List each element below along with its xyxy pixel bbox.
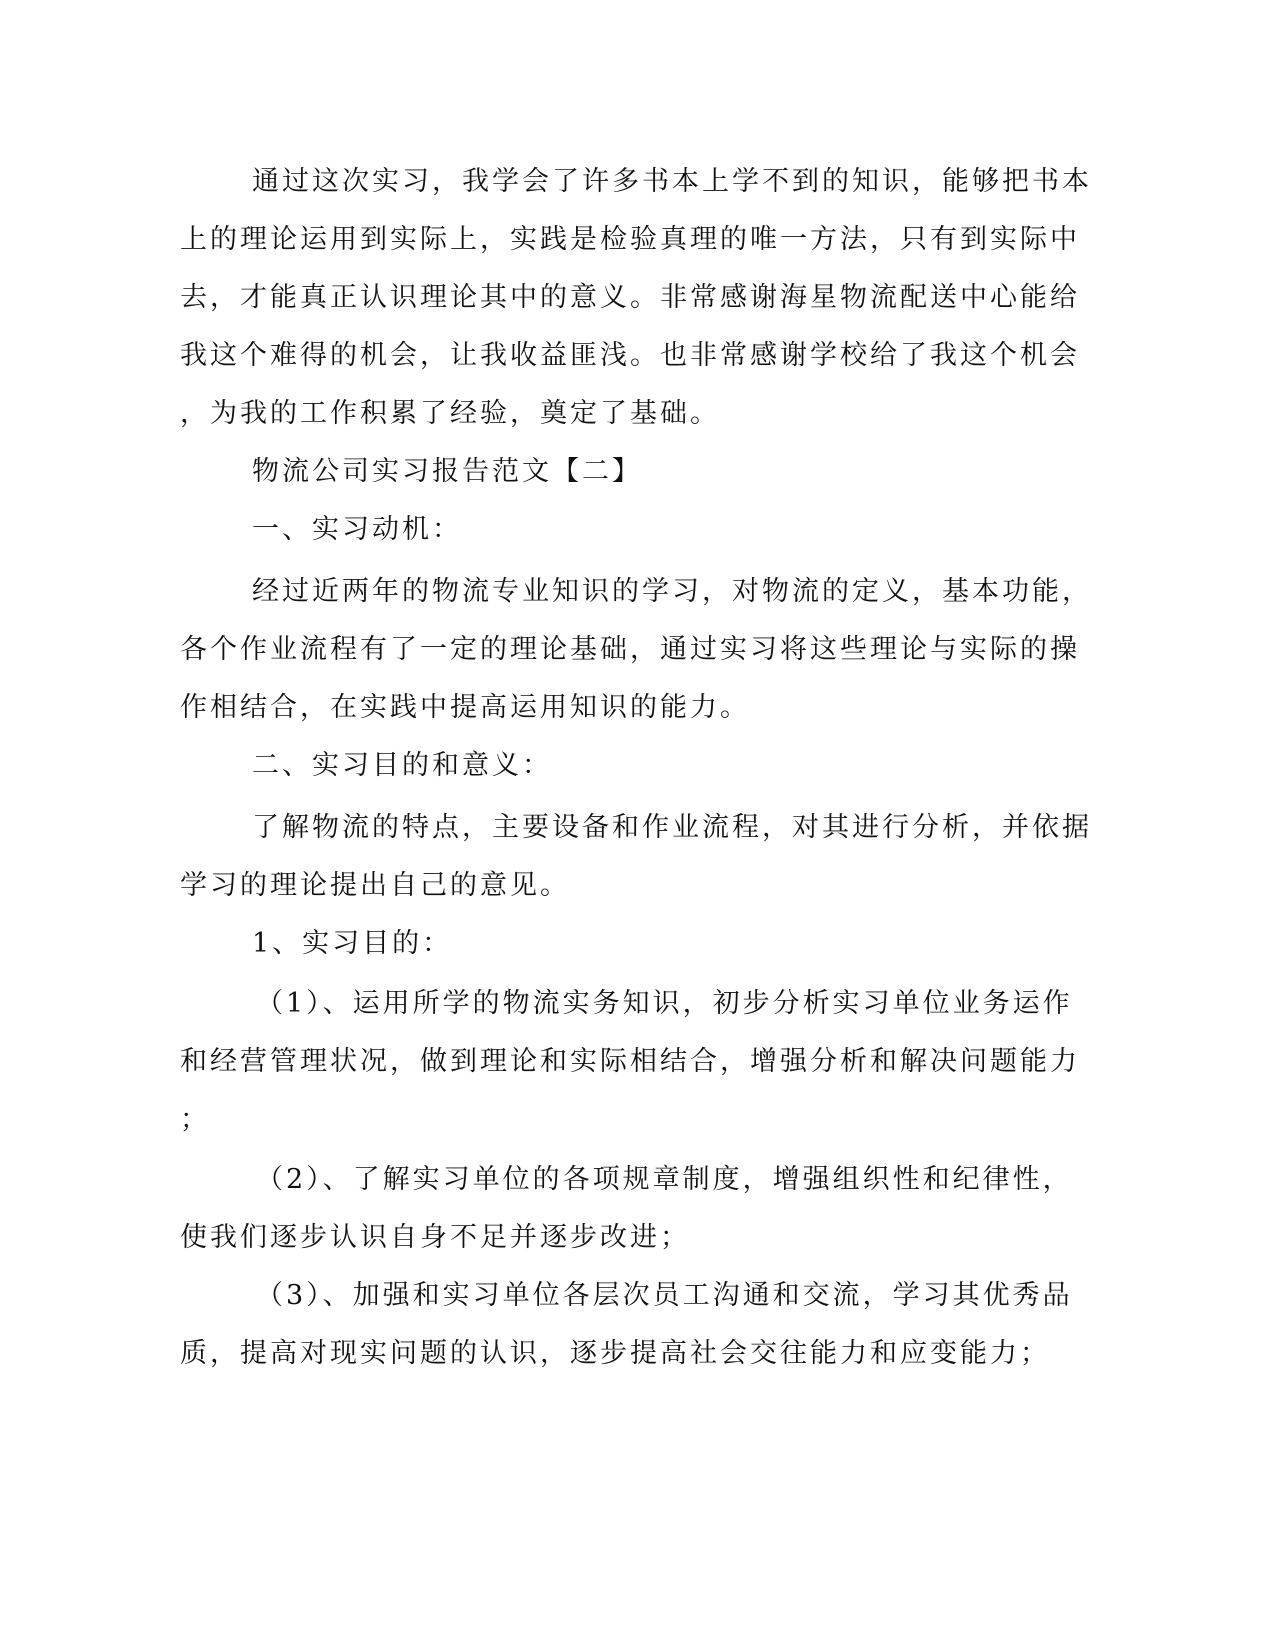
paragraph-1-line-2: 上的理论运用到实际上，实践是检验真理的唯一方法，只有到实际中 (180, 224, 1080, 255)
item-1-line-1: （1）、运用所学的物流实务知识，初步分析实习单位业务运作 (256, 988, 1073, 1019)
paragraph-3-line-2: 学习的理论提出自己的意见。 (180, 870, 570, 901)
paragraph-3-line-1: 了解物流的特点，主要设备和作业流程，对其进行分析，并依据 (252, 812, 1092, 843)
paragraph-1-line-5: ，为我的工作积累了经验，奠定了基础。 (180, 398, 720, 429)
subheading-purpose: 二、实习目的和意义： (252, 750, 552, 781)
item-2-line-1: （2）、了解实习单位的各项规章制度，增强组织性和纪律性， (256, 1164, 1073, 1195)
paragraph-2-line-3: 作相结合，在实践中提高运用知识的能力。 (180, 692, 750, 723)
paragraph-2-line-2: 各个作业流程有了一定的理论基础，通过实习将这些理论与实际的操 (180, 634, 1080, 665)
item-1-line-3: ； (180, 1104, 210, 1135)
paragraph-2-line-1: 经过近两年的物流专业知识的学习，对物流的定义，基本功能， (252, 576, 1092, 607)
section-heading: 物流公司实习报告范文【二】 (252, 456, 642, 487)
paragraph-1-line-4: 我这个难得的机会，让我收益匪浅。也非常感谢学校给了我这个机会 (180, 340, 1080, 371)
subheading-goals: 1、实习目的： (252, 928, 453, 959)
item-3-line-2: 质，提高对现实问题的认识，逐步提高社会交往能力和应变能力； (180, 1338, 1050, 1369)
paragraph-1-line-1: 通过这次实习，我学会了许多书本上学不到的知识，能够把书本 (252, 166, 1092, 197)
item-1-line-2: 和经营管理状况，做到理论和实际相结合，增强分析和解决问题能力 (180, 1046, 1080, 1077)
item-3-line-1: （3）、加强和实习单位各层次员工沟通和交流，学习其优秀品 (256, 1280, 1073, 1311)
item-2-line-2: 使我们逐步认识自身不足并逐步改进； (180, 1222, 690, 1253)
subheading-motivation: 一、实习动机： (252, 514, 462, 545)
paragraph-1-line-3: 去，才能真正认识理论其中的意义。非常感谢海星物流配送中心能给 (180, 282, 1080, 313)
